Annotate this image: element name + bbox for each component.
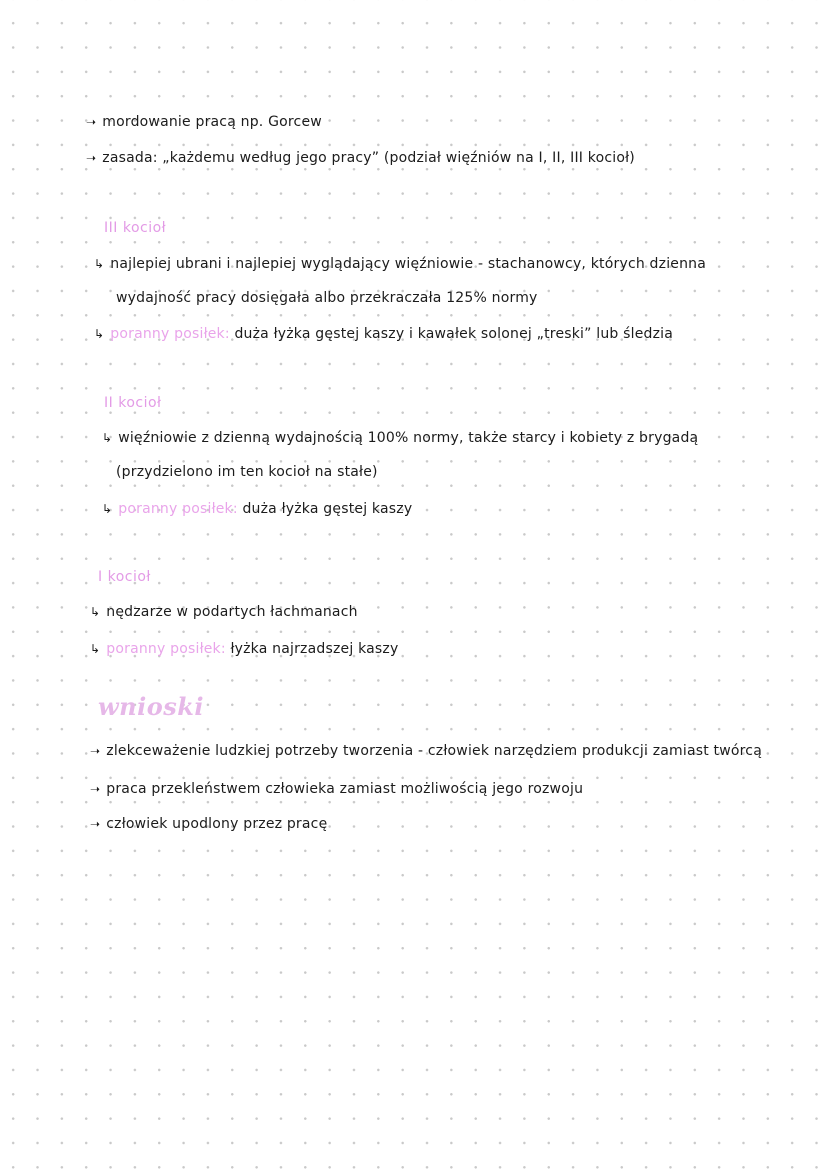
meal-label: poranny posiłek: <box>106 641 226 657</box>
kociol1-item-1-text: nędzarze w podartych łachmanach <box>106 604 358 620</box>
wnioski-item-2 <box>90 781 583 797</box>
kociol3-item-1-cont: wydajność pracy dosięgała albo przekraczała 125% normy <box>116 290 538 306</box>
return-arrow-icon: ↳ <box>102 502 113 516</box>
wnioski-text-1: zlekceważenie ludzkiej potrzeby tworzenia - człowiek narzędziem produkcji zamiast twórcą <box>106 743 762 759</box>
kociol2-item-2 <box>102 501 412 517</box>
intro-line-2 <box>86 150 635 166</box>
kociol3-item-2 <box>94 326 673 342</box>
kociol2-item-1-line1: więźniowie z dzienną wydajnością 100% normy, także starcy i kobiety z brygadą <box>118 430 699 446</box>
return-arrow-icon: ↳ <box>90 605 101 619</box>
intro-text-1: mordowanie pracą np. Gorcew <box>102 114 322 130</box>
kociol3-item-1-line1: najlepiej ubrani i najlepiej wyglądający więźniowie - stachanowcy, których dzienna <box>110 256 707 272</box>
heading-kociol-3: III kocioł <box>104 220 167 236</box>
arrow-right-icon: ➝ <box>90 817 101 831</box>
kociol1-item-1 <box>90 604 358 620</box>
return-arrow-icon: ↳ <box>102 431 113 445</box>
arrow-right-icon: ➝ <box>90 782 101 796</box>
meal-label: poranny posiłek: <box>118 501 238 517</box>
wnioski-text-2: praca przekleństwem człowieka zamiast możliwością jego rozwoju <box>106 781 584 797</box>
intro-text-2: zasada: „każdemu według jego pracy” (podział więźniów na I, II, III kocioł) <box>102 150 635 166</box>
heading-kociol-1: I kocioł <box>98 569 151 585</box>
kociol1-item-2 <box>90 641 398 657</box>
kociol3-item-1 <box>94 256 706 272</box>
return-arrow-icon: ↳ <box>94 327 105 341</box>
arrow-right-icon: ➝ <box>86 151 97 165</box>
meal-text: duża łyżka gęstej kaszy i kawałek solonej „treski” lub śledzia <box>234 326 674 342</box>
meal-label: poranny posiłek: <box>110 326 230 342</box>
meal-text: duża łyżka gęstej kaszy <box>242 501 413 517</box>
wnioski-item-1 <box>90 743 762 759</box>
meal-text: łyżka najrzadszej kaszy <box>230 641 399 657</box>
wnioski-item-3 <box>90 816 327 832</box>
arrow-right-icon: ➝ <box>90 744 101 758</box>
wnioski-text-3: człowiek upodlony przez pracę <box>106 816 328 832</box>
return-arrow-icon: ↳ <box>90 642 101 656</box>
heading-kociol-2: II kocioł <box>104 395 162 411</box>
intro-line-1 <box>86 114 322 130</box>
kociol2-item-1-cont: (przydzielono im ten kocioł na stałe) <box>116 464 378 480</box>
wnioski-title: wnioski <box>98 692 204 721</box>
arrow-right-icon: ➝ <box>86 115 97 129</box>
kociol2-item-1 <box>102 430 698 446</box>
return-arrow-icon: ↳ <box>94 257 105 271</box>
